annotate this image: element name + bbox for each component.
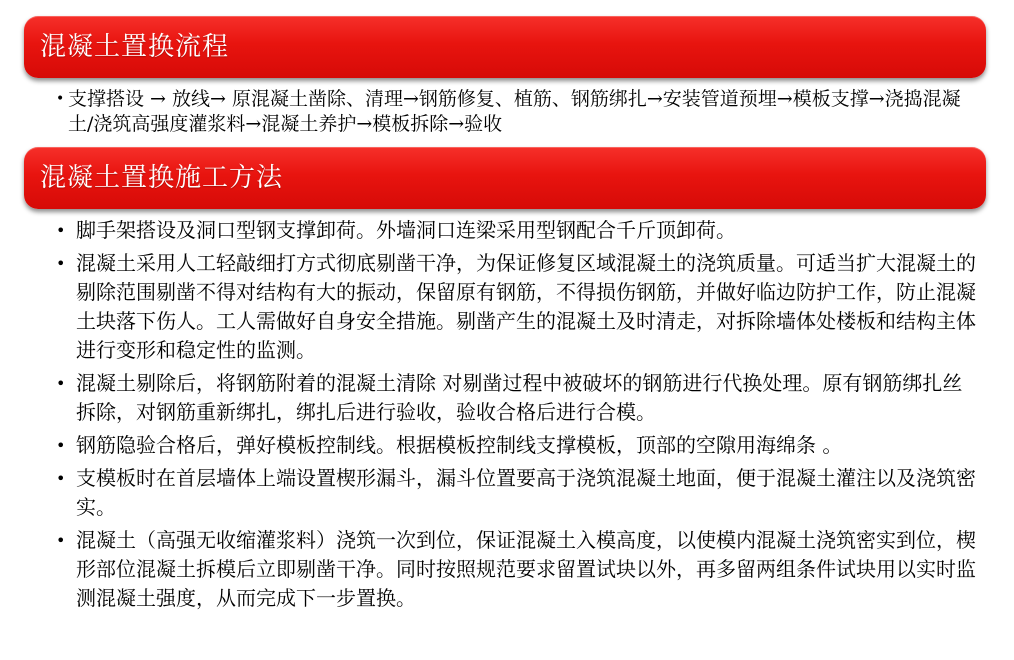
list-item [52, 249, 978, 365]
bullet-icon: • [56, 374, 66, 393]
section-header-methods [24, 147, 986, 209]
list-item [52, 216, 978, 245]
section-title-methods: 混凝土置换施工方法 [40, 163, 284, 193]
bullet-icon: • [56, 469, 66, 488]
bullet-icon: • [56, 254, 66, 273]
method-text: 混凝土采用人工轻敲细打方式彻底剔凿干净，为保证修复区域混凝土的浇筑质量。可适当扩大混凝土的剔除范围剔凿不得对结构有大的振动，保留原有钢筋，不得损伤钢筋，并做好临边防护工作，防止混凝土块落下伤人。工人需做好自身安全措施。剔凿产生的混凝土及时清走，对拆除墙体处楼板和结构主体进行变形和稳定性的监测。 [76, 251, 976, 362]
method-text: 混凝土（高强无收缩灌浆料）浇筑一次到位，保证混凝土入模高度，以使模内混凝土浇筑密实到位，楔形部位混凝土拆模后立即剔凿干净。同时按照规范要求留置试块以外，再多留两组条件试块用以实时监测混凝土强度，从而完成下一步置换。 [76, 528, 976, 610]
section-header-process [24, 16, 986, 78]
method-text: 混凝土剔除后，将钢筋附着的混凝土清除 对剔凿过程中被破坏的钢筋进行代换处理。原有钢筋绑扎丝拆除，对钢筋重新绑扎，绑扎后进行验收，验收合格后进行合模。 [76, 371, 963, 424]
list-item [52, 464, 978, 522]
method-text: 支模板时在首层墙体上端设置楔形漏斗，漏斗位置要高于浇筑混凝土地面，便于混凝土灌注以及浇筑密实。 [76, 466, 976, 519]
bullet-icon: • [56, 221, 66, 240]
list-item [52, 369, 978, 427]
methods-list [52, 216, 978, 617]
bullet-icon: • [56, 531, 66, 550]
list-item [52, 431, 978, 460]
process-flow-text: 支撑搭设 → 放线→ 原混凝土凿除、清理→钢筋修复、植筋、钢筋绑扎→安装管道预埋→模板支撑→浇捣混凝土/浇筑高强度灌浆料→混凝土养护→模板拆除→验收 [68, 88, 961, 135]
process-flow-item [56, 87, 976, 137]
section-title-process: 混凝土置换流程 [40, 32, 230, 62]
bullet-icon: • [56, 91, 65, 107]
bullet-icon: • [56, 436, 66, 455]
method-text: 脚手架搭设及洞口型钢支撑卸荷。外墙洞口连梁采用型钢配合千斤顶卸荷。 [76, 218, 736, 242]
list-item [52, 526, 978, 613]
method-text: 钢筋隐验合格后，弹好模板控制线。根据模板控制线支撑模板，顶部的空隙用海绵条 。 [76, 433, 843, 457]
process-flow [56, 87, 976, 137]
